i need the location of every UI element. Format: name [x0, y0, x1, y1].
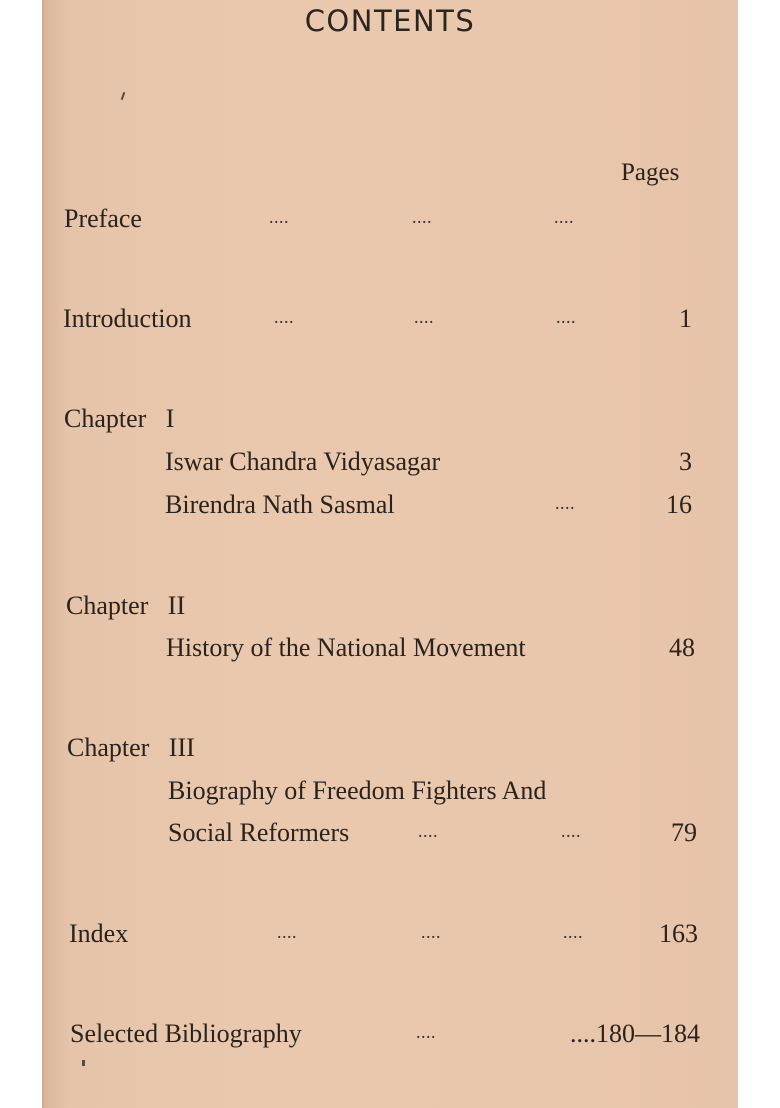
dot-leader: .... [418, 821, 438, 841]
pages-column-header: Pages [621, 159, 680, 186]
entry-label-continued: Social Reformers [168, 818, 350, 847]
entry-label: Biography of Freedom Fighters And [168, 776, 547, 805]
chapter-heading: Chapter I [64, 404, 175, 433]
entry-label: Preface [64, 204, 142, 233]
page-range: ....180—184 [570, 1019, 700, 1048]
entry-label: Index [69, 919, 129, 948]
dot-leader: .... [563, 922, 583, 942]
page-number: 48 [669, 633, 695, 662]
paper-speck [121, 92, 126, 100]
entry-label: History of the National Movement [166, 633, 526, 662]
dot-leader: .... [416, 1022, 436, 1042]
dot-leader: .... [561, 821, 581, 841]
page-title: CONTENTS [304, 4, 476, 38]
dot-leader: .... [414, 307, 434, 327]
chapter-heading: Chapter III [67, 733, 195, 762]
chapter-heading: Chapter II [66, 591, 186, 620]
dot-leader: .... [269, 207, 289, 227]
dot-leader: .... [556, 307, 576, 327]
entry-label: Iswar Chandra Vidyasagar [165, 447, 441, 476]
dot-leader: .... [412, 207, 432, 227]
page-number: 3 [679, 447, 692, 476]
page-number: 1 [679, 304, 692, 333]
page-number: 16 [666, 490, 692, 519]
page-number: 79 [671, 818, 697, 847]
dot-leader: .... [277, 922, 297, 942]
page-number: 163 [659, 919, 698, 948]
dot-leader: .... [274, 307, 294, 327]
dot-leader: .... [421, 922, 441, 942]
paper-speck [82, 1060, 85, 1066]
entry-label: Selected Bibliography [70, 1019, 302, 1048]
entry-label: Introduction [63, 304, 192, 333]
entry-label: Birendra Nath Sasmal [165, 490, 395, 519]
book-page [42, 0, 738, 1108]
dot-leader: .... [554, 207, 574, 227]
dot-leader: .... [555, 493, 575, 513]
